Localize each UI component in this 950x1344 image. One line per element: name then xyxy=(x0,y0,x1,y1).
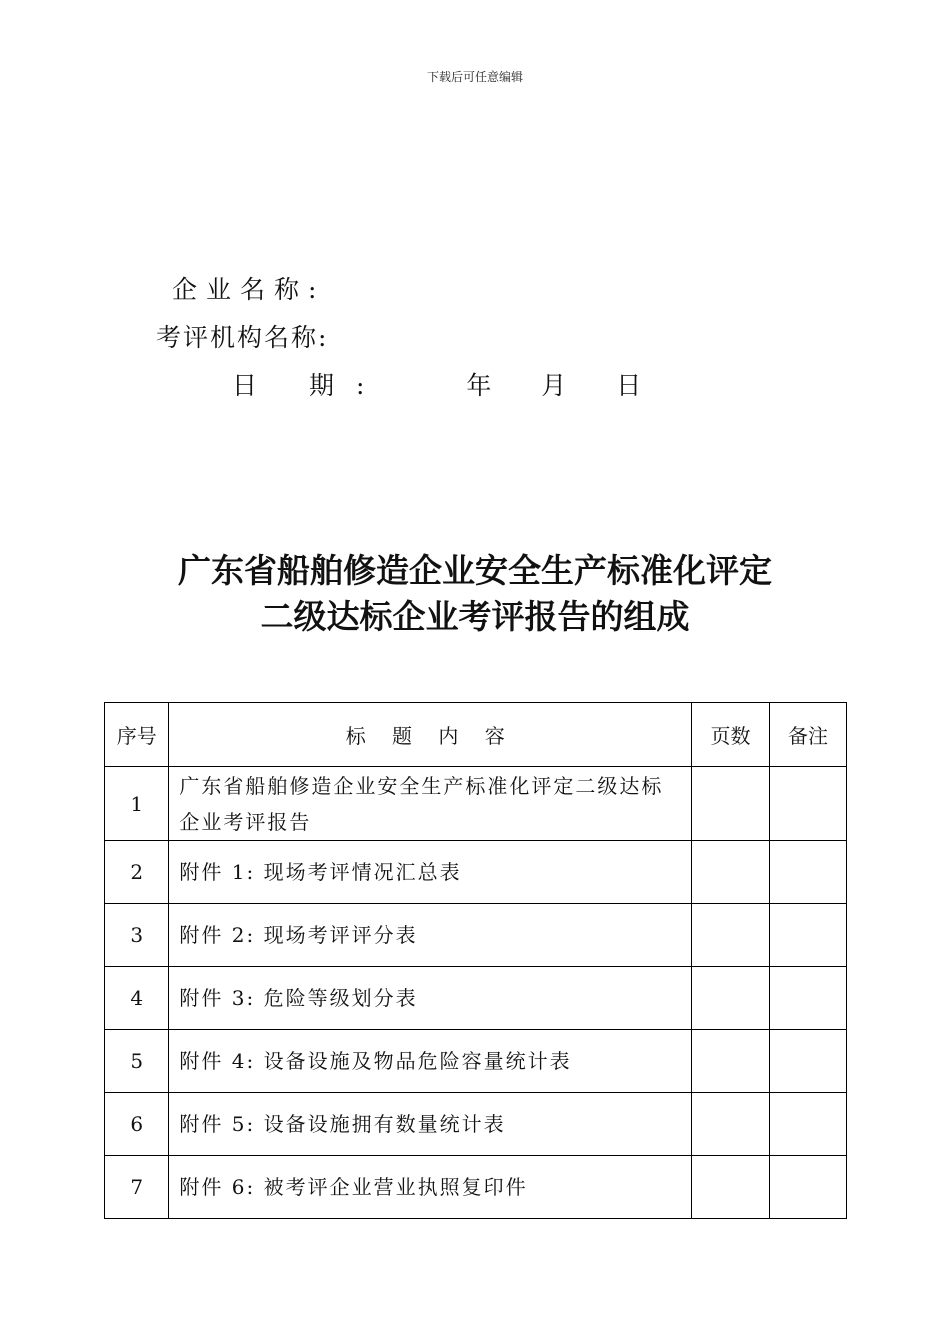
row-title: 附件 5: 设备设施拥有数量统计表 xyxy=(169,1093,692,1156)
row-remark xyxy=(770,841,847,904)
row-remark xyxy=(770,767,847,841)
title-line-2: 二级达标企业考评报告的组成 xyxy=(260,597,690,636)
row-title: 附件 2: 现场考评评分表 xyxy=(169,904,692,967)
report-composition-table xyxy=(104,702,847,1219)
row-remark xyxy=(770,904,847,967)
document-title xyxy=(0,548,950,640)
row-title: 附件 3: 危险等级划分表 xyxy=(169,967,692,1030)
table-row xyxy=(105,904,847,967)
row-title: 附件 4: 设备设施及物品危险容量统计表 xyxy=(169,1030,692,1093)
table-row xyxy=(105,1093,847,1156)
date-month: 月 xyxy=(541,371,569,400)
row-title: 广东省船舶修造企业安全生产标准化评定二级达标企业考评报告 xyxy=(169,767,692,841)
company-name-label: 企业名称: xyxy=(172,275,326,304)
row-no: 6 xyxy=(105,1093,169,1156)
table-header-row xyxy=(105,703,847,767)
table-row xyxy=(105,1156,847,1219)
download-note: 下载后可任意编辑 xyxy=(426,70,523,84)
row-remark xyxy=(770,1030,847,1093)
table-row xyxy=(105,1030,847,1093)
row-title: 附件 6: 被考评企业营业执照复印件 xyxy=(169,1156,692,1219)
table-row xyxy=(105,767,847,841)
row-pages xyxy=(692,1156,770,1219)
title-line-1: 广东省船舶修造企业安全生产标准化评定 xyxy=(178,551,772,590)
row-no: 2 xyxy=(105,841,169,904)
row-pages xyxy=(692,904,770,967)
header-pages: 页数 xyxy=(692,703,770,767)
row-remark xyxy=(770,1156,847,1219)
table-row xyxy=(105,841,847,904)
table-row xyxy=(105,967,847,1030)
header-remark: 备注 xyxy=(770,703,847,767)
row-pages xyxy=(692,1093,770,1156)
row-no: 3 xyxy=(105,904,169,967)
row-remark xyxy=(770,1093,847,1156)
row-pages xyxy=(692,767,770,841)
row-pages xyxy=(692,1030,770,1093)
header-no: 序号 xyxy=(105,703,169,767)
evaluation-org-label: 考评机构名称: xyxy=(156,323,329,352)
date-line xyxy=(232,366,643,402)
row-pages xyxy=(692,841,770,904)
date-day: 日 xyxy=(616,371,644,400)
row-pages xyxy=(692,967,770,1030)
row-title: 附件 1: 现场考评情况汇总表 xyxy=(169,841,692,904)
header-title: 标 题 内 容 xyxy=(169,703,692,767)
row-no: 1 xyxy=(105,767,169,841)
date-year: 年 xyxy=(466,371,494,400)
row-remark xyxy=(770,967,847,1030)
date-label: 日 期: xyxy=(232,371,387,400)
row-no: 5 xyxy=(105,1030,169,1093)
row-no: 4 xyxy=(105,967,169,1030)
row-no: 7 xyxy=(105,1156,169,1219)
